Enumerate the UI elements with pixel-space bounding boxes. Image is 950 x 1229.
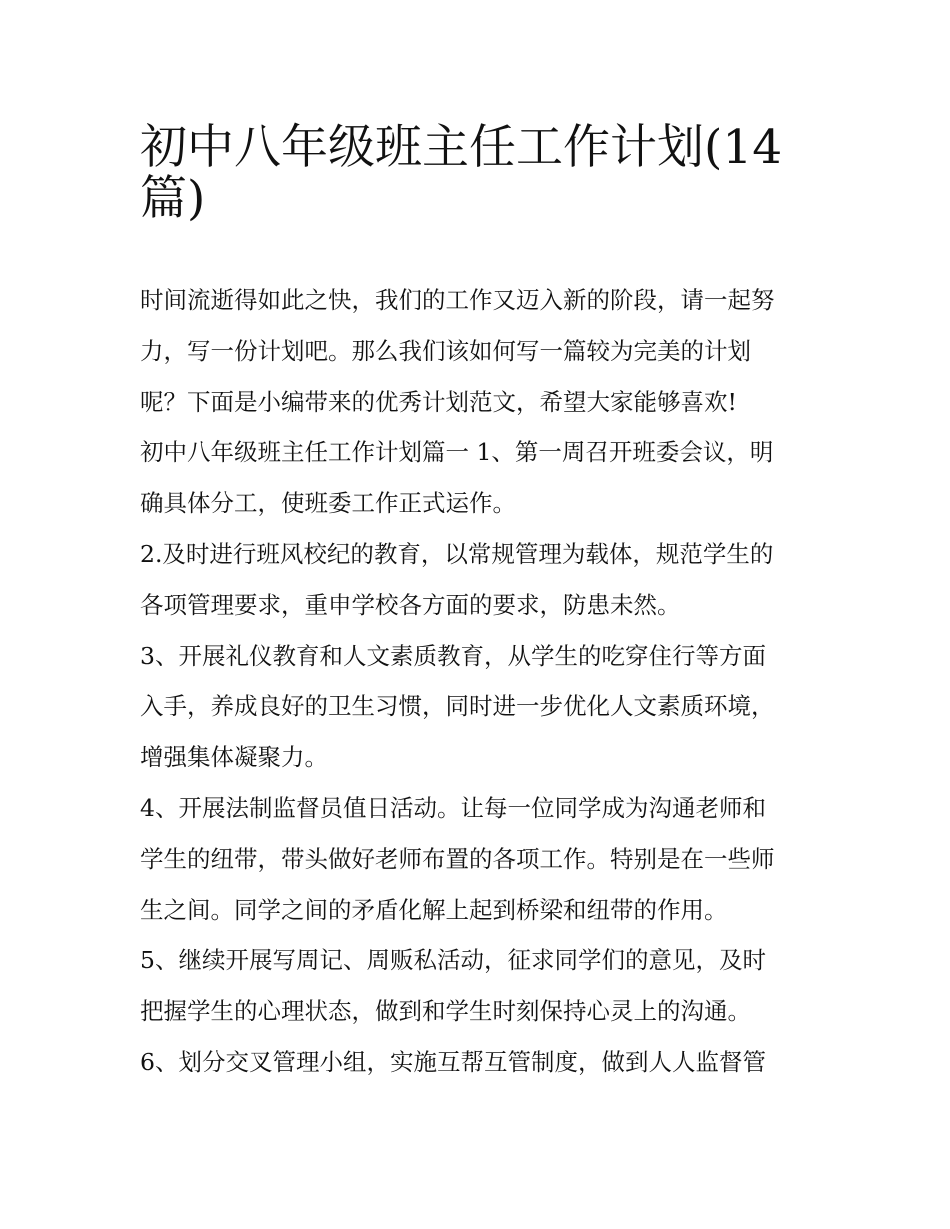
body-line: 力，写一份计划吧。那么我们该如何写一篇较为完美的计划 xyxy=(140,336,751,365)
document-body xyxy=(140,275,820,1088)
body-line: 生之间。同学之间的矛盾化解上起到桥梁和纽带的作用。 xyxy=(140,895,728,924)
page-title xyxy=(140,112,820,226)
body-line: 把握学生的心理状态，做到和学生时刻保持心灵上的沟通。 xyxy=(140,997,751,1026)
body-line: 4、开展法制监督员值日活动。让每一位同学成为沟通老师和 xyxy=(140,793,766,822)
body-line: 学生的纽带，带头做好老师布置的各项工作。特别是在一些师 xyxy=(140,844,775,873)
body-line: 入手，养成良好的卫生习惯，同时进一步优化人文素质环境， xyxy=(140,692,775,721)
title-line: 初中八年级班主任工作计划(14 xyxy=(140,120,783,175)
body-line: 2.及时进行班风校纪的教育，以常规管理为载体，规范学生的 xyxy=(140,539,774,568)
body-line: 5、继续开展写周记、周贩私活动，征求同学们的意见，及时 xyxy=(140,946,766,975)
body-line: 呢？下面是小编带来的优秀计划范文，希望大家能够喜欢! xyxy=(140,387,737,416)
title-line: 篇) xyxy=(140,170,206,226)
body-line: 确具体分工，使班委工作正式运作。 xyxy=(140,489,516,518)
body-line: 时间流逝得如此之快，我们的工作又迈入新的阶段，请一起努 xyxy=(140,286,775,314)
body-line: 3、开展礼仪教育和人文素质教育，从学生的吃穿住行等方面 xyxy=(140,641,766,670)
body-line: 各项管理要求，重申学校各方面的要求，防患未然。 xyxy=(140,590,681,619)
body-line: 增强集体凝聚力。 xyxy=(140,743,328,772)
body-line: 初中八年级班主任工作计划篇一 1、第一周召开班委会议，明 xyxy=(140,438,774,467)
body-line: 6、划分交叉管理小组，实施互帮互管制度，做到人人监督管 xyxy=(140,1047,766,1076)
